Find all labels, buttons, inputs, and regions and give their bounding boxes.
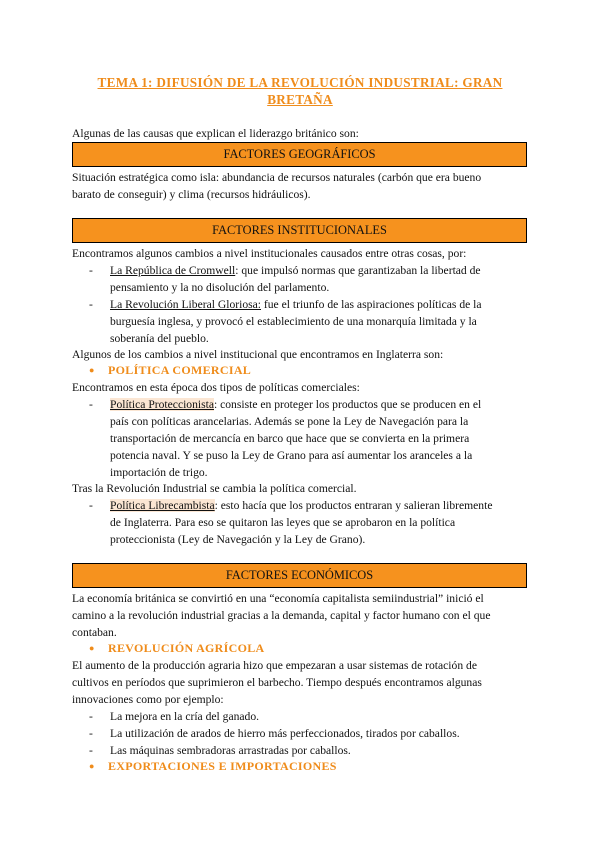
subheading-text: EXPORTACIONES E IMPORTACIONES xyxy=(108,759,337,773)
agricola-line-3: innovaciones como por ejemplo: xyxy=(72,693,224,706)
title-line-2: BRETAÑA xyxy=(267,92,333,107)
geo-text-line-2: barato de conseguir) y clima (recursos hidráulicos). xyxy=(72,188,311,201)
list-item-text: La utilización de arados de hierro más perfeccionados, tirados por caballos. xyxy=(110,727,460,740)
cromwell-label: La República de Cromwell xyxy=(110,264,236,277)
list-item-text: transportación de mercancía en barco que hace que se convierta en la primera xyxy=(110,432,470,445)
list-item-text: pensamiento y la no disolución del parlamento. xyxy=(110,281,330,294)
list-dash: - xyxy=(89,398,93,411)
list-dash: - xyxy=(89,744,93,757)
agricola-line-1: El aumento de la producción agraria hizo que empezaran a usar sistemas de rotación de xyxy=(72,659,477,672)
list-dash: - xyxy=(89,264,93,277)
econ-line-3: contaban. xyxy=(72,626,117,639)
proteccionista-label: Política Proteccionista xyxy=(110,398,214,411)
list-dash: - xyxy=(89,298,93,311)
agricola-subheading xyxy=(89,640,264,657)
list-item-text: burguesía inglesa, y provocó el establecimiento de una monarquía limitada y la xyxy=(110,315,477,328)
list-item-text: fue el triunfo de las aspiraciones políticas de la xyxy=(261,298,482,311)
list-item-text: Las máquinas sembradoras arrastradas por caballos. xyxy=(110,744,351,757)
comercial-subheading xyxy=(89,362,251,379)
list-dash: - xyxy=(89,727,93,740)
bullet-icon: ● xyxy=(89,643,95,653)
subheading-text: REVOLUCIÓN AGRÍCOLA xyxy=(108,641,265,655)
inst-heading-box: FACTORES INSTITUCIONALES xyxy=(72,218,527,243)
econ-line-1: La economía británica se convirtió en una “economía capitalista semiindustrial” inició el xyxy=(72,592,484,605)
list-item-text: país con políticas arancelarias. Además se pone la Ley de Navegación para la xyxy=(110,415,469,428)
gloriosa-label: La Revolución Liberal Gloriosa: xyxy=(110,298,261,311)
list-dash: - xyxy=(89,499,93,512)
comercial-transition: Tras la Revolución Industrial se cambia la política comercial. xyxy=(72,482,357,495)
inst-after: Algunos de los cambios a nivel institucional que encontramos en Inglaterra son: xyxy=(72,348,444,361)
page-title xyxy=(72,74,528,108)
econ-heading-box: FACTORES ECONÓMICOS xyxy=(72,563,527,588)
list-item-text: importación de trigo. xyxy=(110,466,208,479)
geo-heading-box: FACTORES GEOGRÁFICOS xyxy=(72,142,527,167)
econ-line-2: camino a la revolución industrial gracias a la demanda, capital y factor humano con el que xyxy=(72,609,491,622)
title-line-1: TEMA 1: DIFUSIÓN DE LA REVOLUCIÓN INDUSTRIAL: GRAN xyxy=(97,75,503,90)
list-item-text: proteccionista (Ley de Navegación y la Ley de Grano). xyxy=(110,533,366,546)
inst-intro: Encontramos algunos cambios a nivel institucionales causados entre otras cosas, por: xyxy=(72,247,467,260)
export-subheading xyxy=(89,758,337,775)
subheading-text: POLÍTICA COMERCIAL xyxy=(108,363,252,377)
list-item-text: de Inglaterra. Para eso se quitaron las leyes que se aprobaron en la política xyxy=(110,516,456,529)
list-item-text: : consiste en proteger los productos que se producen en el xyxy=(214,398,482,411)
bullet-icon: ● xyxy=(89,761,95,771)
bullet-icon: ● xyxy=(89,365,95,375)
comercial-intro: Encontramos en esta época dos tipos de políticas comerciales: xyxy=(72,381,360,394)
list-item-text: soberanía del pueblo. xyxy=(110,332,209,345)
list-item-text: La mejora en la cría del ganado. xyxy=(110,710,260,723)
list-dash: - xyxy=(89,710,93,723)
librecambista-label: Política Librecambista xyxy=(110,499,215,512)
list-item-text: : que impulsó normas que garantizaban la libertad de xyxy=(235,264,481,277)
list-item-text: potencia naval. Y se puso la Ley de Grano para así aumentar los aranceles a la xyxy=(110,449,473,462)
agricola-line-2: cultivos en períodos que suprimieron el barbecho. Tiempo después encontramos algunas xyxy=(72,676,482,689)
geo-text-line-1: Situación estratégica como isla: abundancia de recursos naturales (carbón que era bueno xyxy=(72,171,482,184)
intro-text: Algunas de las causas que explican el liderazgo británico son: xyxy=(72,127,359,140)
list-item-text: : esto hacía que los productos entraran y salieran libremente xyxy=(214,499,493,512)
